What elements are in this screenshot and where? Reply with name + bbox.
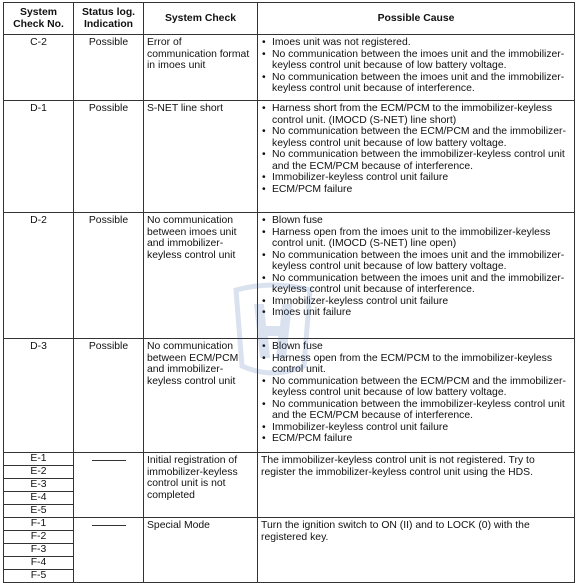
cause-item: • Immobilizer-keyless control unit failure	[261, 172, 571, 184]
cause-item: • No communication between the imoes unit and the immobilizer-keyless control unit because of interference.	[261, 72, 571, 95]
system-check-code: D-1	[4, 101, 74, 213]
table-row	[4, 518, 575, 531]
cause-item: • ECM/PCM failure	[261, 184, 571, 196]
system-check-table	[3, 2, 575, 583]
cause-item: • No communication between the ECM/PCM and the immobilizer-keyless control unit because of low battery voltage.	[261, 376, 571, 399]
system-check-desc: Error of communication format in imoes unit	[144, 35, 258, 101]
cause-item: • No communication between the imoes unit and the immobilizer-keyless control unit because of low battery voltage.	[261, 49, 571, 72]
cause-item: • Immobilizer-keyless control unit failure	[261, 296, 571, 308]
dash-mark	[92, 460, 126, 461]
system-check-code: F-4	[4, 557, 74, 570]
table-body	[4, 35, 575, 583]
diagnostic-sheet	[3, 2, 575, 583]
possible-cause	[258, 35, 575, 101]
system-check-code: D-3	[4, 339, 74, 453]
system-check-code: C-2	[4, 35, 74, 101]
system-check-code: E-1	[4, 453, 74, 466]
cause-item: • Blown fuse	[261, 341, 571, 353]
status-indication-blank	[74, 518, 144, 583]
header-system-check-no: System Check No.	[4, 3, 74, 35]
possible-cause	[258, 339, 575, 453]
cause-item: • No communication between the immobilizer-keyless control unit and the ECM/PCM because of interference.	[261, 399, 571, 422]
system-check-code: E-5	[4, 505, 74, 518]
table-row	[4, 101, 575, 213]
system-check-code: F-1	[4, 518, 74, 531]
status-indication: Possible	[74, 35, 144, 101]
cause-item: • Immobilizer-keyless control unit failure	[261, 422, 571, 434]
system-check-code: D-2	[4, 213, 74, 339]
system-check-code: E-4	[4, 492, 74, 505]
possible-cause	[258, 101, 575, 213]
possible-cause	[258, 213, 575, 339]
system-check-code: F-2	[4, 531, 74, 544]
system-check-desc: No communication between imoes unit and immobilizer-keyless control unit	[144, 213, 258, 339]
table-row	[4, 35, 575, 101]
status-indication: Possible	[74, 339, 144, 453]
cause-item: • ECM/PCM failure	[261, 433, 571, 445]
cause-item: • No communication between the imoes unit and the immobilizer-keyless control unit because of interference.	[261, 273, 571, 296]
system-check-desc: S-NET line short	[144, 101, 258, 213]
cause-item: • Imoes unit was not registered.	[261, 37, 571, 49]
table-row	[4, 453, 575, 466]
status-indication: Possible	[74, 213, 144, 339]
table-row	[4, 339, 575, 453]
dash-mark	[92, 525, 126, 526]
table-header-row	[4, 3, 575, 35]
possible-cause: The immobilizer-keyless control unit is not registered. Try to register the immobilizer-keyless control unit using the HDS.	[258, 453, 575, 518]
cause-item: • Harness open from the imoes unit to the immobilizer-keyless control unit. (IMOCD (S-NET) line open)	[261, 227, 571, 250]
system-check-desc: Initial registration of immobilizer-keyless control unit is not completed	[144, 453, 258, 518]
system-check-code: F-5	[4, 570, 74, 583]
cause-item: • No communication between the ECM/PCM and the immobilizer-keyless control unit because of low battery voltage.	[261, 126, 571, 149]
table-row	[4, 213, 575, 339]
system-check-desc: No communication between ECM/PCM and immobilizer-keyless control unit	[144, 339, 258, 453]
cause-item: • No communication between the imoes unit and the immobilizer-keyless control unit because of low battery voltage.	[261, 250, 571, 273]
header-system-check: System Check	[144, 3, 258, 35]
system-check-code: E-3	[4, 479, 74, 492]
system-check-code: F-3	[4, 544, 74, 557]
header-status-log: Status log. Indication	[74, 3, 144, 35]
status-indication: Possible	[74, 101, 144, 213]
cause-item: • Harness short from the ECM/PCM to the immobilizer-keyless control unit. (IMOCD (S-NET) line short)	[261, 103, 571, 126]
system-check-code: E-2	[4, 466, 74, 479]
status-indication-blank	[74, 453, 144, 518]
cause-item: • Imoes unit failure	[261, 307, 571, 319]
cause-item: • Blown fuse	[261, 215, 571, 227]
system-check-desc: Special Mode	[144, 518, 258, 583]
cause-item: • Harness open from the ECM/PCM to the immobilizer-keyless control unit.	[261, 353, 571, 376]
cause-item: • No communication between the immobilizer-keyless control unit and the ECM/PCM because of interference.	[261, 149, 571, 172]
header-possible-cause: Possible Cause	[258, 3, 575, 35]
possible-cause: Turn the ignition switch to ON (II) and to LOCK (0) with the registered key.	[258, 518, 575, 583]
